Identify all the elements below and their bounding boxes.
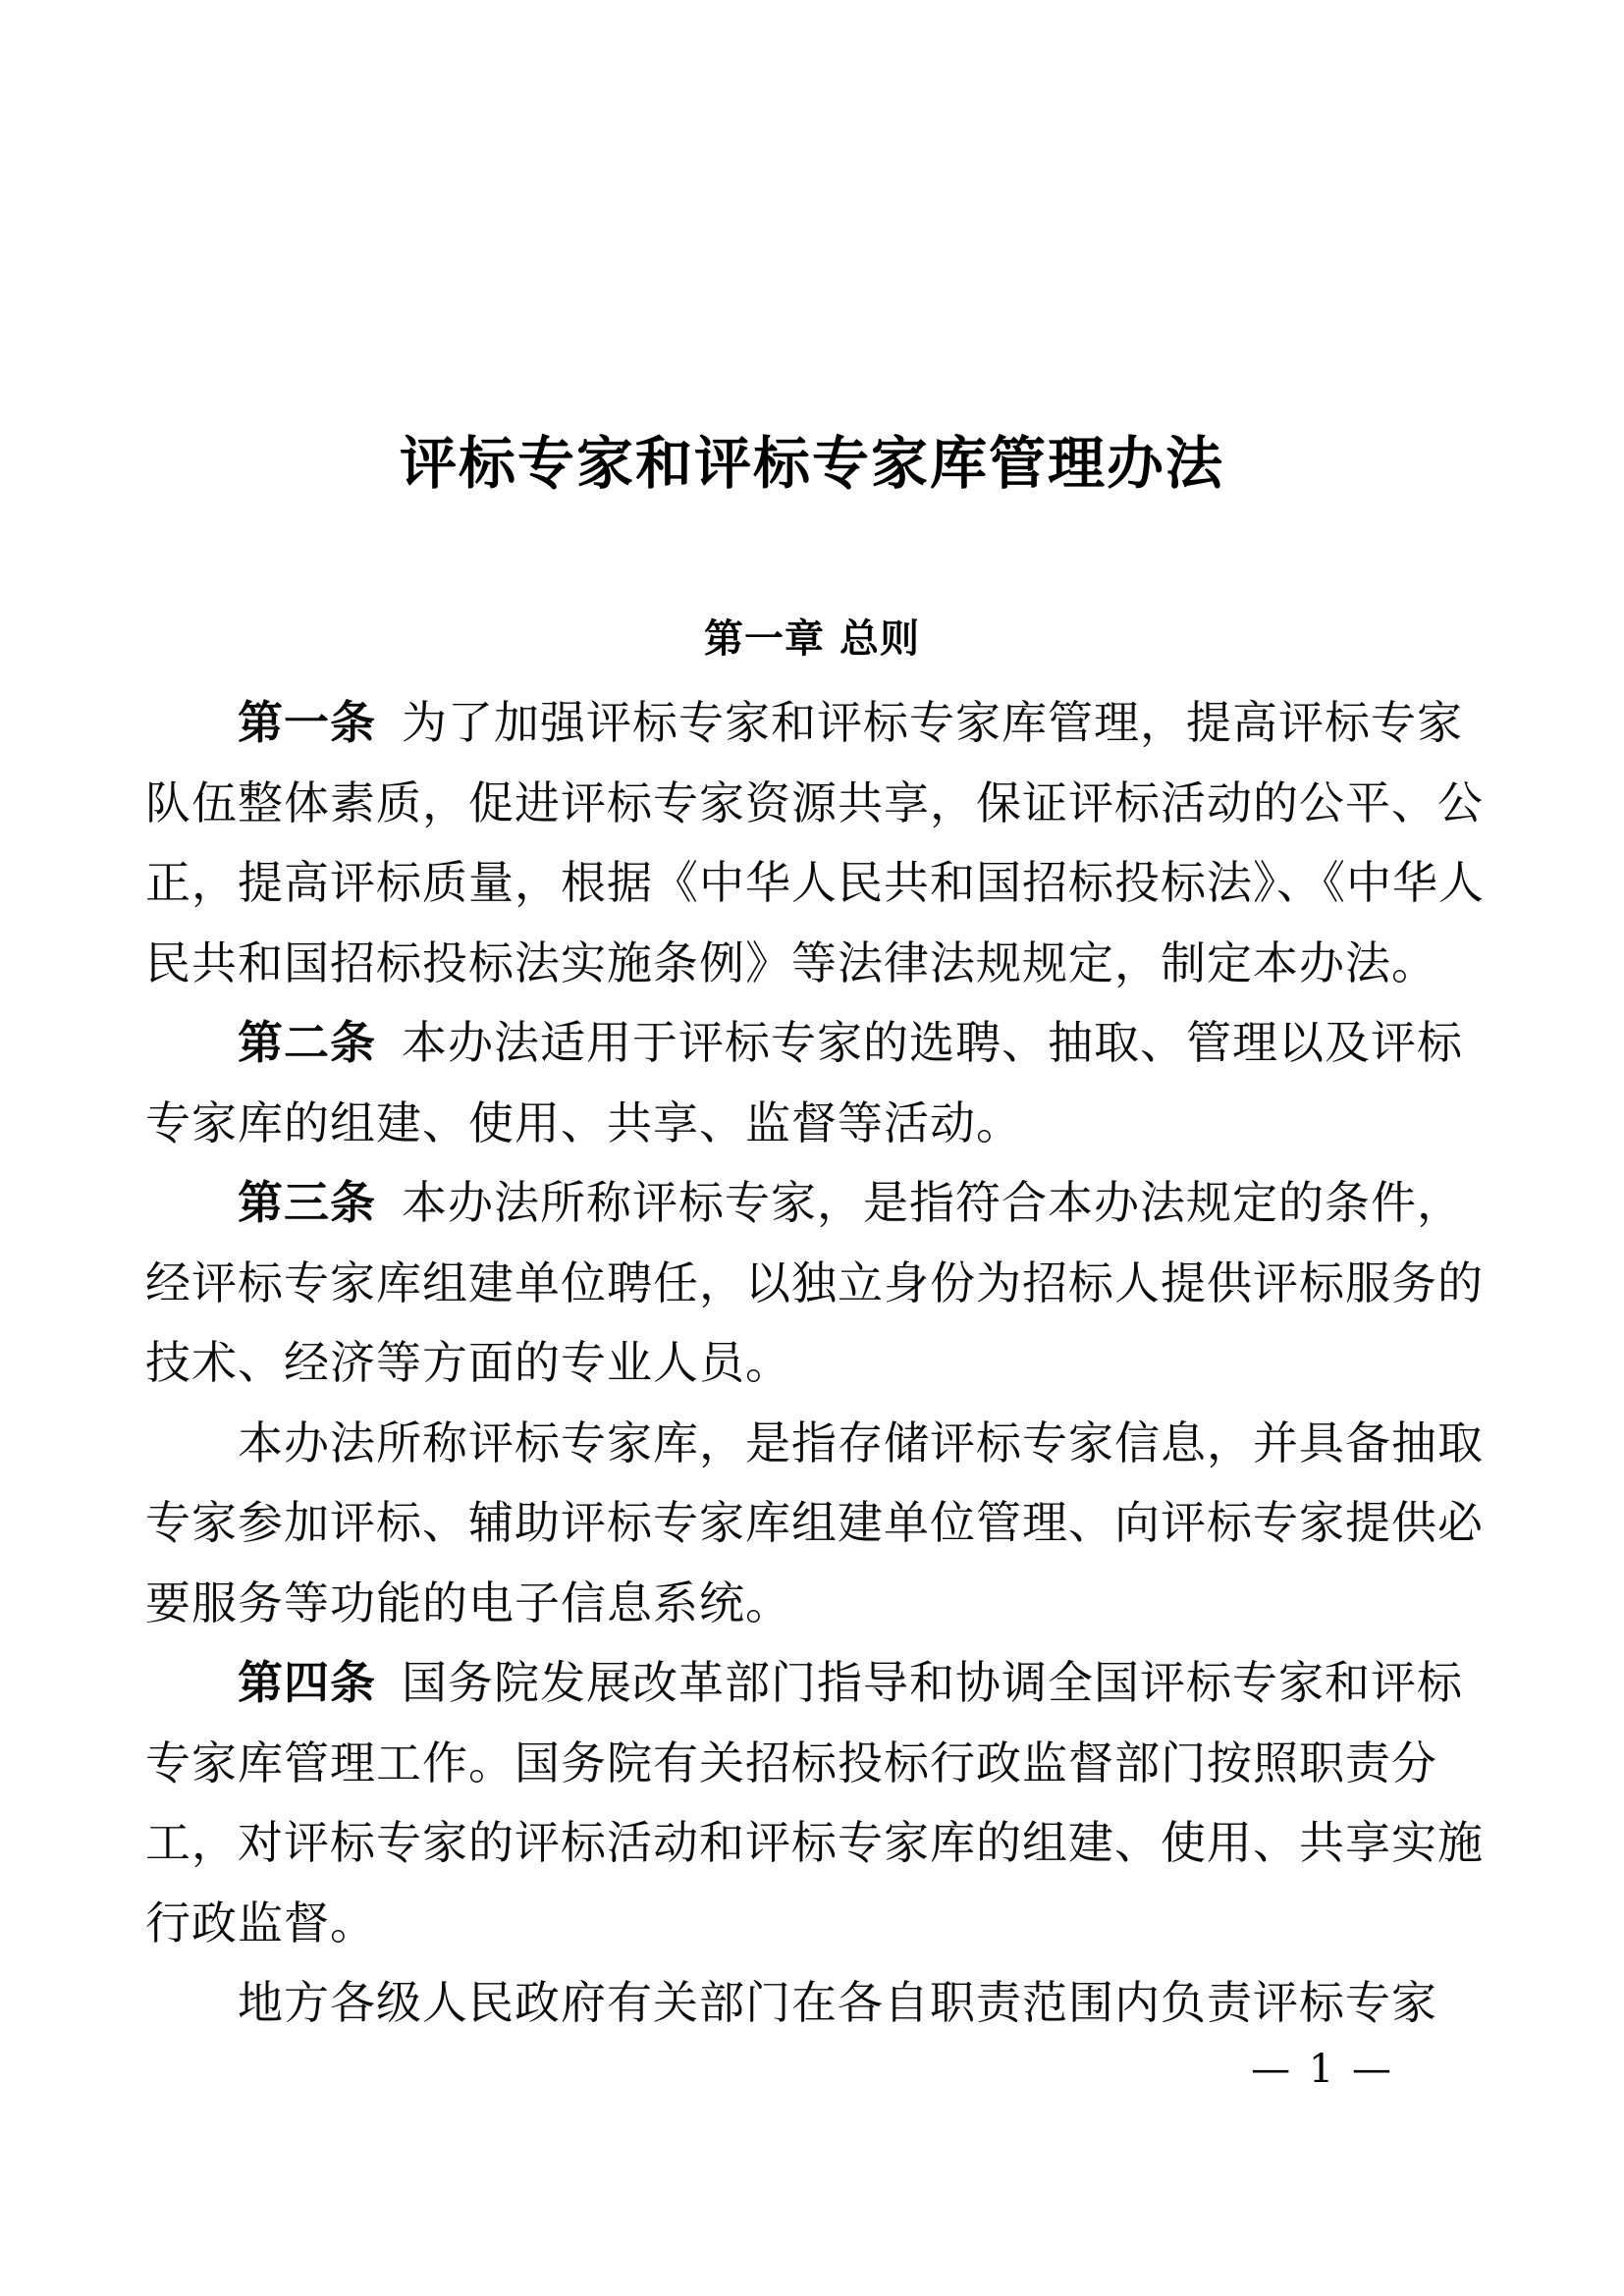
body-line <box>145 1483 1485 1564</box>
document-body <box>145 683 1485 2044</box>
body-text-segment: 正，提高评标质量，根据《中华人民共和国招标投标法》、《中华人 <box>145 856 1485 909</box>
article-number: 第三条 <box>238 1176 376 1229</box>
body-line <box>145 1084 1485 1164</box>
body-text-segment: 工，对评标专家的评标活动和评标专家库的组建、使用、共享实施 <box>145 1816 1484 1869</box>
body-line <box>145 1564 1485 1644</box>
body-text-segment: 本办法所称评标专家，是指符合本办法规定的条件， <box>402 1176 1463 1229</box>
body-text-segment: 行政监督。 <box>145 1896 376 1949</box>
body-line <box>145 764 1485 844</box>
body-text-segment: 要服务等功能的电子信息系统。 <box>145 1575 791 1629</box>
body-line <box>145 1244 1485 1324</box>
body-line <box>145 1803 1485 1884</box>
body-line <box>145 924 1485 1004</box>
chapter-heading: 第一章 总则 <box>704 616 920 662</box>
body-text-segment: 民共和国招标投标法实施条例》等法律法规规定，制定本办法。 <box>145 935 1437 989</box>
body-text-segment: 为了加强评标专家和评标专家库管理，提高评标专家 <box>402 696 1463 749</box>
body-line <box>145 1643 1485 1724</box>
body-line <box>145 1963 1485 2044</box>
page-number: — 1 — <box>1251 2047 1394 2092</box>
body-text-segment: 队伍整体素质，促进评标专家资源共享，保证评标活动的公平、公 <box>145 775 1484 829</box>
article-number: 第四条 <box>238 1656 376 1709</box>
body-line <box>145 1884 1485 1964</box>
body-text-segment: 专家参加评标、辅助评标专家库组建单位管理、向评标专家提供必 <box>145 1496 1484 1549</box>
document-title: 评标专家和评标专家库管理办法 <box>399 430 1224 497</box>
body-text-segment: 本办法所称评标专家库，是指存储评标专家信息，并具备抽取 <box>238 1415 1484 1469</box>
body-text-segment: 专家库管理工作。国务院有关招标投标行政监督部门按照职责分 <box>145 1735 1437 1789</box>
body-text-segment: 专家库的组建、使用、共享、监督等活动。 <box>145 1095 1022 1149</box>
body-text-segment: 国务院发展改革部门指导和协调全国评标专家和评标 <box>402 1656 1463 1709</box>
article-number: 第二条 <box>238 1016 376 1069</box>
body-text-segment: 本办法适用于评标专家的选聘、抽取、管理以及评标 <box>402 1016 1463 1069</box>
body-line <box>145 1724 1485 1804</box>
body-line <box>145 1404 1485 1484</box>
article-number: 第一条 <box>238 696 376 749</box>
body-line <box>145 1323 1485 1404</box>
body-text-segment: 地方各级人民政府有关部门在各自职责范围内负责评标专家 <box>238 1976 1437 2029</box>
body-text-segment: 经评标专家库组建单位聘任，以独立身份为招标人提供评标服务的 <box>145 1255 1484 1309</box>
body-line <box>145 683 1485 764</box>
body-line <box>145 1003 1485 1084</box>
body-line <box>145 1163 1485 1244</box>
body-text-segment: 技术、经济等方面的专业人员。 <box>145 1336 791 1389</box>
body-line <box>145 843 1485 924</box>
